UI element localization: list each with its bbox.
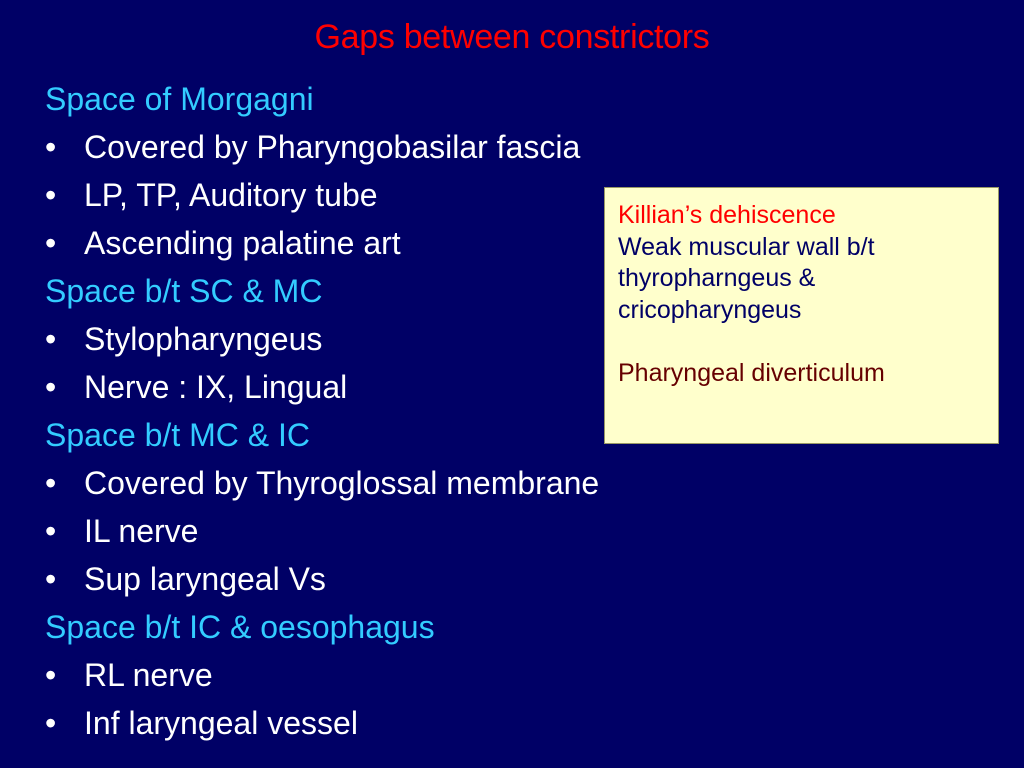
bullet-text: RL nerve	[84, 657, 213, 693]
bullet-text: Covered by Thyroglossal membrane	[84, 465, 600, 501]
bullet-item	[45, 507, 805, 555]
bullet-item	[45, 123, 805, 171]
bullet-text: LP, TP, Auditory tube	[84, 177, 378, 213]
bullet-item	[45, 651, 805, 699]
callout-footer: Pharyngeal diverticulum	[618, 358, 885, 387]
section-heading: Space b/t SC & MC	[45, 273, 323, 309]
bullet-marker: •	[45, 561, 57, 597]
callout-line: Weak muscular wall b/t	[618, 232, 875, 261]
bullet-marker: •	[45, 465, 57, 501]
bullet-marker: •	[45, 225, 57, 261]
bullet-marker: •	[45, 369, 57, 405]
section-heading: Space of Morgagni	[45, 81, 314, 117]
bullet-text: Covered by Pharyngobasilar fascia	[84, 129, 581, 165]
bullet-text: Sup laryngeal Vs	[84, 561, 326, 597]
bullet-item	[45, 699, 805, 747]
callout-title: Killian’s dehiscence	[618, 201, 836, 229]
bullet-text: IL nerve	[84, 513, 199, 549]
bullet-item	[45, 555, 805, 603]
callout-spacer	[618, 326, 998, 358]
slide-title: Gaps between constrictors	[314, 18, 710, 56]
bullet-marker: •	[45, 657, 57, 693]
bullet-marker: •	[45, 129, 57, 165]
section-heading: Space b/t IC & oesophagus	[45, 609, 435, 645]
bullet-item	[45, 459, 805, 507]
callout-line: thyropharngeus &	[618, 264, 816, 292]
bullet-marker: •	[45, 705, 57, 741]
section-heading: Space b/t MC & IC	[45, 417, 310, 453]
callout-box	[604, 187, 999, 444]
bullet-text: Nerve : IX, Lingual	[84, 369, 348, 405]
bullet-text: Stylopharyngeus	[84, 321, 323, 357]
bullet-marker: •	[45, 321, 57, 357]
bullet-text: Inf laryngeal vessel	[84, 705, 358, 741]
bullet-text: Ascending palatine art	[84, 225, 401, 261]
callout-line: cricopharyngeus	[618, 295, 802, 324]
bullet-marker: •	[45, 513, 57, 549]
bullet-marker: •	[45, 177, 57, 213]
